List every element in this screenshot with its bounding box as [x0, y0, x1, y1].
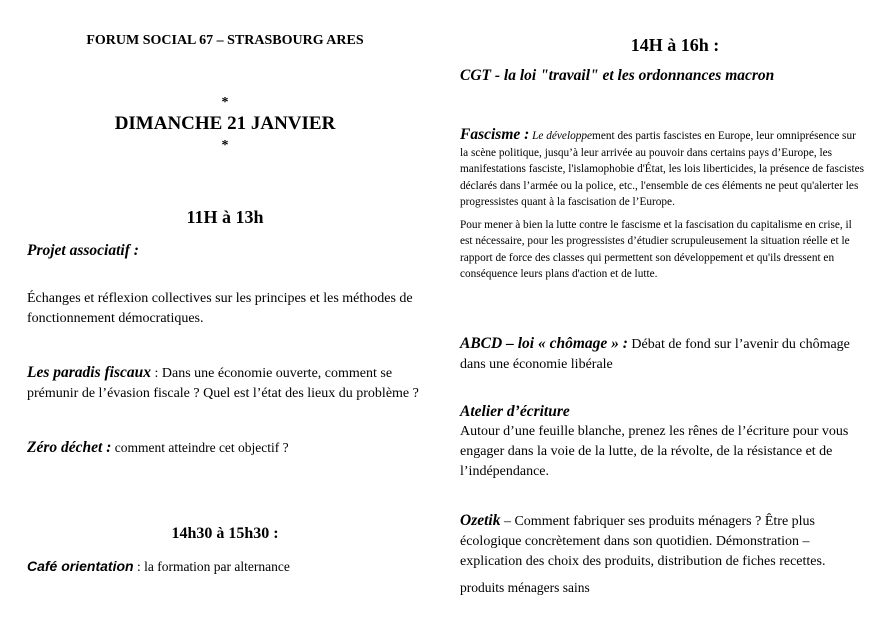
fascisme-paragraph-2: Pour mener à bien la lutte contre le fascisme et la fascisation du capitalisme en crise, il est nécessaire, pour les progressistes d’étudier scrupuleusement la situation réelle et le rapport de force des classes qui permettent son développement et qu'ils dressent en conséquence leurs plans d'action et de lutte. [460, 218, 852, 280]
item-atelier-ecriture [460, 402, 860, 482]
item-projet-associatif [27, 241, 427, 261]
item-title: Zéro déchet : [27, 439, 112, 456]
time-slot-14h30-15h30: 14h30 à 15h30 : [171, 525, 279, 542]
item-title: Les paradis fiscaux [27, 364, 151, 381]
item-text: Autour d’une feuille blanche, prenez les rênes de l’écriture pour vous engager dans la voie de la lutte, de la révolte, de la résistance et de l’indépendance. [460, 424, 849, 479]
item-title: Fascisme : [460, 126, 530, 143]
item-zero-dechet [27, 438, 427, 459]
item-ozetik [460, 511, 870, 572]
item-title: ABCD – loi « chômage » : [460, 335, 628, 352]
item-text: : Dans une économie ouverte, comment se prémunir de l’évasion fiscale ? Quel est l’état des lieux du problème ? [27, 366, 419, 401]
separator-star-bottom: * [221, 138, 229, 153]
item-italic-lead: Le développe [529, 130, 593, 142]
fascisme-paragraph-1 [460, 127, 865, 211]
item-text: – Comment fabriquer ses produits ménagers ? Être plus écologique concrètement dans son quotidien. Démonstration – explication des choix des produits, distribution de fiches recettes. [460, 514, 826, 569]
item-title: Ozetik [460, 512, 501, 529]
item-produits-menagers-sains: produits ménagers sains [460, 580, 590, 595]
separator-star-top: * [221, 95, 229, 110]
item-echanges-text: Échanges et réflexion collectives sur les principes et les méthodes de fonctionnement démocratiques. [27, 291, 413, 326]
time-slot-14h-16h: 14H à 16h : [630, 35, 720, 55]
time-slot-11h-13h: 11H à 13h [186, 207, 264, 227]
item-text: Débat de fond sur l’avenir du chômage dans une économie libérale [460, 337, 850, 372]
item-text: comment atteindre cet objectif ? [111, 440, 289, 455]
item-cgt-loi-travail: CGT - la loi "travail" et les ordonnances macron [460, 67, 775, 84]
item-abcd-loi-chomage [460, 334, 860, 375]
item-text: ment des partis fascistes en Europe, leur omniprésence sur la scène politique, jusqu’à leur arrivée au pouvoir dans certains pays d’Europe, les manifestations fasciste, l'islamophobie d'État, les lois liberticides, la présence de fascistes déclarés dans l’armée ou la police, etc., l'ensemble de ces éléments ne peut qu'alerter les progressistes quant à la fascisation de l’Europe. [460, 130, 865, 208]
item-title: Projet associatif : [27, 242, 139, 259]
item-fascisme [460, 127, 865, 283]
item-title: Atelier d’écriture [460, 403, 570, 420]
item-paradis-fiscaux [27, 363, 427, 404]
item-cafe-orientation [27, 556, 427, 578]
organizer-header: FORUM SOCIAL 67 – STRASBOURG ARES [86, 33, 364, 48]
item-text: : la formation par alternance [133, 559, 290, 574]
item-title: Café orientation [27, 558, 134, 574]
day-title: DIMANCHE 21 JANVIER [114, 113, 336, 134]
